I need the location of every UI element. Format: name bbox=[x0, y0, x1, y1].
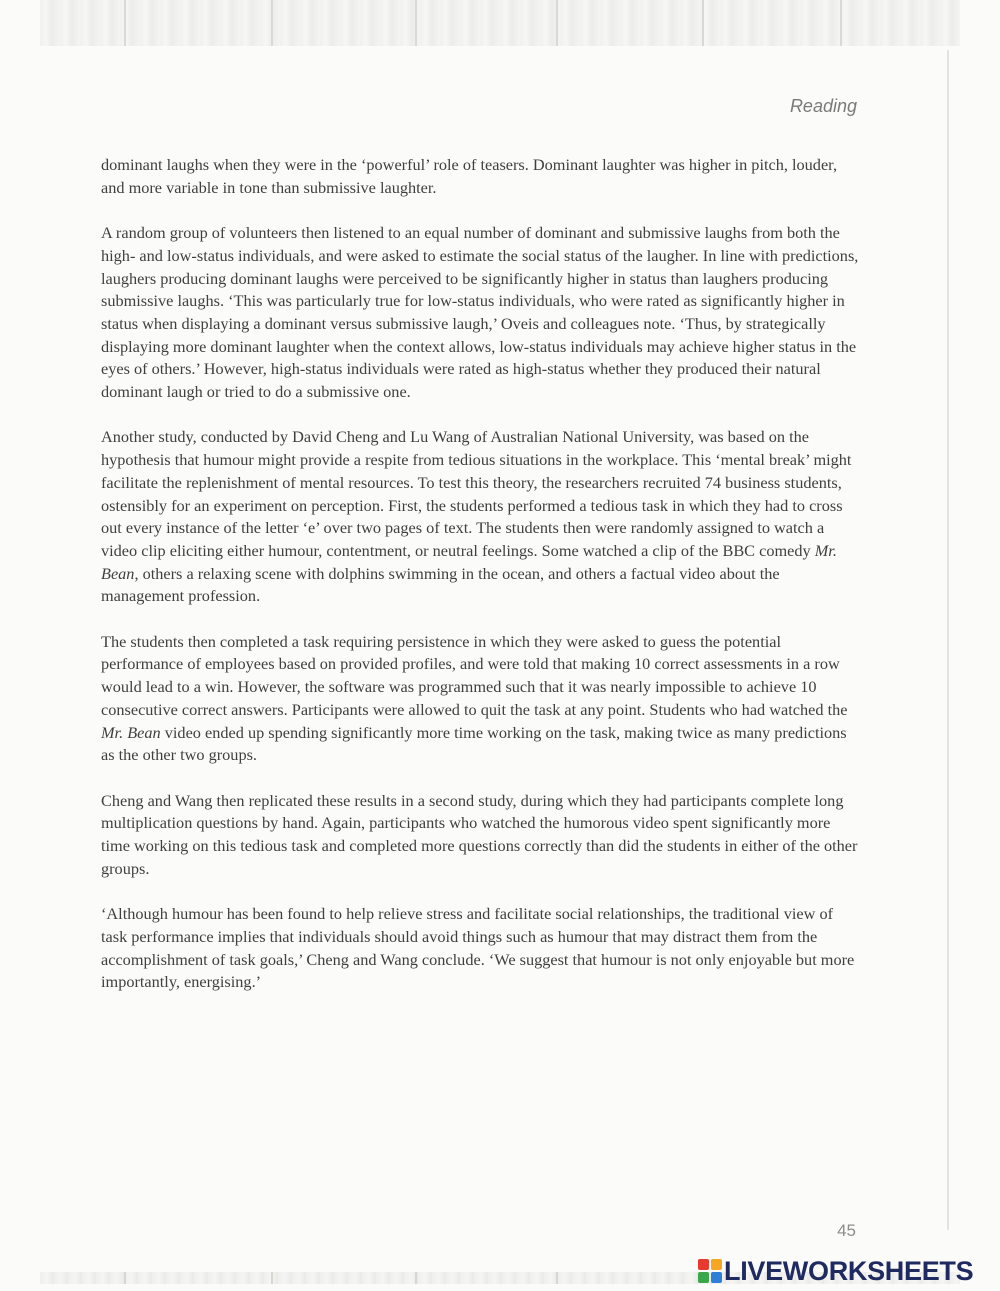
paragraph-5: Cheng and Wang then replicated these results in a second study, during which they had participants complete long multiplication questions by hand. Again, participants who watched the humorous video spent significantly more time working on this tedious task and completed more questions correctly than did the students in either of the other groups. bbox=[101, 790, 858, 878]
scan-edge-right bbox=[947, 50, 949, 1230]
logo-square-1 bbox=[698, 1259, 709, 1270]
paragraph-1: dominant laughs when they were in the ‘powerful’ role of teasers. Dominant laughter was higher in pitch, louder, and more variable in tone than submissive laughter. bbox=[101, 155, 838, 197]
watermark-text: LIVEWORKSHEETS bbox=[724, 1255, 974, 1286]
logo-square-2 bbox=[711, 1259, 722, 1270]
scan-border-top bbox=[40, 0, 960, 46]
paragraph-3-text-end: , others a relaxing scene with dolphins swimming in the ocean, and others a factual video about the management profession. bbox=[101, 563, 780, 606]
paragraph-3-title-italic: Mr. Bean bbox=[101, 540, 837, 583]
paragraph-2: A random group of volunteers then listened to an equal number of dominant and submissive laughs from both the high- and low-status individuals, and were asked to estimate the social status of the laugher. In line with predictions, laughers producing dominant laughs were perceived to be significantly higher in status than laughers producing submissive laughs. ‘This was particularly true for low-status individuals, who were rated as significantly higher in status when displaying a dominant versus submissive laugh,’ Oveis and colleagues note. ‘Thus, by strategically displaying more dominant laughter when the context allows, low-status individuals may achieve higher status in the eyes of others.’ However, high-status individuals were rated as high-status whether they produced their natural dominant laugh or tried to do a submissive one. bbox=[101, 223, 859, 402]
paragraph-3-text: Another study, conducted by David Cheng and Lu Wang of Australian National University, was based on the hypothesis that humour might provide a respite from tedious situations in the workplace. This ‘mental break’ might facilitate the replenishment of mental resources. To test this theory, the researchers recruited 74 business students, ostensibly for an experiment on perception. First, the students performed a tedious task in which they had to cross out every instance of the letter ‘e’ over two pages of text. The students then were randomly assigned to watch a video clip eliciting either humour, contentment, or neutral feelings. Some watched a clip of the BBC comedy bbox=[101, 427, 852, 560]
liveworksheets-watermark bbox=[698, 1257, 973, 1285]
liveworksheets-logo-icon bbox=[698, 1259, 722, 1283]
paragraph-6: ‘Although humour has been found to help relieve stress and facilitate social relationships, the traditional view of task performance implies that individuals should avoid things such as humour that may distract them from the accomplishment of task goals,’ Cheng and Wang conclude. ‘We suggest that humour is not only enjoyable but more importantly, energising.’ bbox=[101, 904, 855, 992]
paragraph-4 bbox=[101, 631, 859, 767]
paragraph-4-title-italic: Mr. Bean bbox=[101, 722, 161, 742]
section-label: Reading bbox=[789, 96, 857, 116]
paragraph-4-text: The students then completed a task requiring persistence in which they were asked to guess the potential performance of employees based on provided profiles, and were told that making 10 correct assessments in a row would lead to a win. However, the software was programmed such that it was nearly impossible to achieve 10 consecutive correct answers. Participants were allowed to quit the task at any point. Students who had watched the bbox=[101, 631, 848, 719]
paragraph-3 bbox=[101, 426, 859, 608]
paragraph-4-text-end: video ended up spending significantly more time working on the task, making twice as many predictions as the other two groups. bbox=[101, 722, 847, 765]
logo-square-3 bbox=[698, 1272, 709, 1283]
page-number: 45 bbox=[837, 1221, 856, 1240]
logo-square-4 bbox=[711, 1272, 722, 1283]
article-body bbox=[101, 154, 859, 1017]
